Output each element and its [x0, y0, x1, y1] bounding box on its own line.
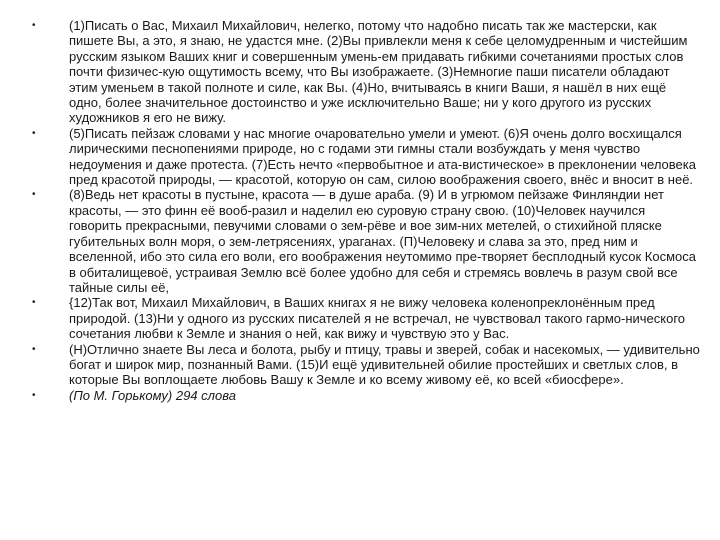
paragraph-list: [0, 18, 720, 403]
source-attribution: [0, 388, 720, 403]
paragraph-text: (8)Ведь нет красоты в пустыне, красота — в душе араба. (9) И в угрюмом пейзаже Финляндии нет красоты, — это финн её вооб-разил и наделил ею суровую страну свою. (10)Человек научился говорить прекрасными, певучими словами о зем-рёве и вое зим-них метелей, о стихийной пляске губительных волн моря, о зем-летрясениях, ураганах. (П)Человеку и слава за это, пред ним и вселенной, ибо это сила его воли, его воображения неутомимо пре-творяет бесплодный кусок Космоса в обиталищевоё, устраивая Землю всё более удобно для себя и стремясь вовлечь в разум свой все тайные силы её,: [69, 187, 696, 295]
paragraph-1: [0, 18, 720, 126]
attribution-text: (По М. Горькому) 294 слова: [69, 387, 236, 403]
paragraph-text: {12)Так вот, Михаил Михайлович, в Ваших книгах я не вижу человека коленопреклонённым пред природой. (13)Ни у одного из русских писателей я не встречал, не чувствовал такого гармо-нического сочетания любви к Земле и знания о ней, как вижу и чувствую это у Вас.: [69, 295, 686, 342]
bullet-icon: •: [32, 189, 36, 201]
paragraph-4: [0, 295, 720, 341]
bullet-icon: •: [32, 127, 36, 139]
bullet-icon: •: [32, 297, 36, 309]
paragraph-text: (Н)Отлично знаете Вы леса и болота, рыбу и птицу, травы и зверей, собак и насекомых, — удивительно богат и широк мир, познанный Вами. (15)И ещё удивительней обилие простейших и светлых слов, в которые Вы воплощаете любовь Вашу к Земле и ко всему живому её, ко всей «биосфере».: [69, 341, 700, 388]
bullet-icon: •: [32, 343, 36, 355]
bullet-icon: •: [32, 389, 36, 401]
bullet-icon: •: [32, 20, 36, 31]
paragraph-3: [0, 187, 720, 295]
paragraph-text: (5)Писать пейзаж словами у нас многие очаровательно умели и умеют. (6)Я очень долго восхищался лирическими песнопениями природе, но с годами эти гимны стали возбуждать у меня чувство недоумения и даже протеста. (7)Есть нечто «первобытное и ата-вистическое» в преклонении человека пред красотой природы, — красотой, которую он сам, силою воображения своего, внёс и вносит в неё.: [69, 125, 696, 188]
paragraph-5: [0, 342, 720, 388]
paragraph-text: (1)Писать о Вас, Михаил Михайлович, нелегко, потому что надобно писать так же мастерски, как пишете Вы, а это, я знаю, не удастся мне. (2)Вы привлекли меня к себе целомудренным и чистейшим русским языком Ваших книг и совершенным умень-ем придавать гибкими сочетаниями простых слов почти физичес-кую ощутимость всему, что Вы изображаете. (3)Немногие паши писатели обладают этим уменьем в такой полноте и силе, как Вы. (4)Но, вчитываясь в книги Ваши, я нашёл в них ещё одно, более значительное достоинство и уже исключительно Ваше; ни у кого другого из русских художников я его не вижу.: [69, 18, 688, 126]
document-page: [0, 18, 720, 403]
paragraph-2: [0, 126, 720, 188]
